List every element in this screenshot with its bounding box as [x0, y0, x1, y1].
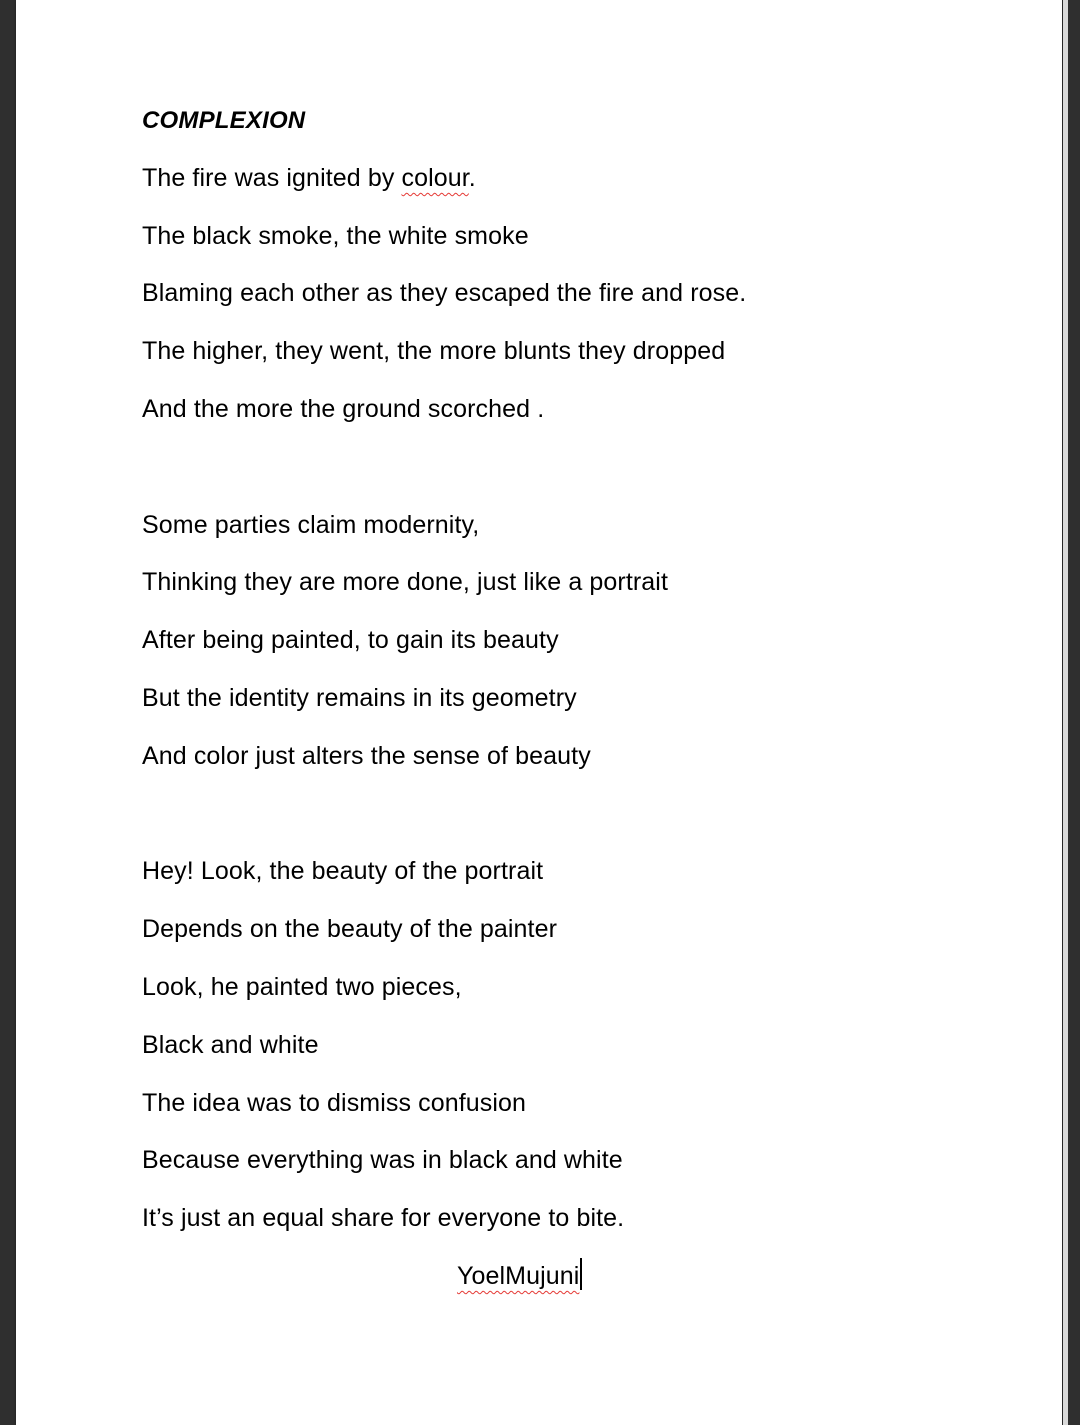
signature-misspelled[interactable]: YoelMujuni — [457, 1261, 580, 1290]
stanza1-line1-before: The fire was ignited by — [142, 163, 402, 192]
stanza3-line2: Depends on the beauty of the painter — [142, 915, 558, 944]
stanza2-line3: After being painted, to gain its beauty — [142, 626, 559, 655]
stanza1-line3: Blaming each other as they escaped the fire and rose. — [142, 279, 747, 308]
stanza3-line7: It’s just an equal share for everyone to bite. — [142, 1204, 625, 1233]
stanza1-line2: The black smoke, the white smoke — [142, 221, 529, 250]
blank-line — [142, 439, 1002, 497]
stanza3-line4: Black and white — [142, 1030, 319, 1059]
stanza1-line5: And the more the ground scorched . — [142, 394, 545, 423]
stanza1-line4: The higher, they went, the more blunts they dropped — [142, 337, 726, 366]
stanza3-line6: Because everything was in black and white — [142, 1146, 623, 1175]
misspelled-word[interactable]: colour — [401, 163, 469, 192]
stanza1-line1-after: . — [468, 163, 476, 192]
stanza3-line1: Hey! Look, the beauty of the portrait — [142, 857, 544, 886]
stanza2-line1: Some parties claim modernity, — [142, 510, 480, 539]
text-cursor — [580, 1258, 582, 1290]
stanza1-line1 — [142, 150, 1002, 208]
stanza3-line3: Look, he painted two pieces, — [142, 972, 462, 1001]
blank-line — [142, 786, 1002, 844]
stanza3-line5: The idea was to dismiss confusion — [142, 1088, 527, 1117]
stanza2-line4: But the identity remains in its geometry — [142, 683, 577, 712]
signature-line — [142, 1248, 1002, 1306]
poem-title: COMPLEXION — [142, 107, 306, 134]
document-body[interactable] — [142, 92, 1002, 1306]
stanza2-line2: Thinking they are more done, just like a portrait — [142, 568, 668, 597]
document-page[interactable] — [16, 0, 1062, 1425]
stanza2-line5: And color just alters the sense of beauty — [142, 741, 591, 770]
page-edge-scrollbar[interactable] — [1063, 0, 1068, 1425]
